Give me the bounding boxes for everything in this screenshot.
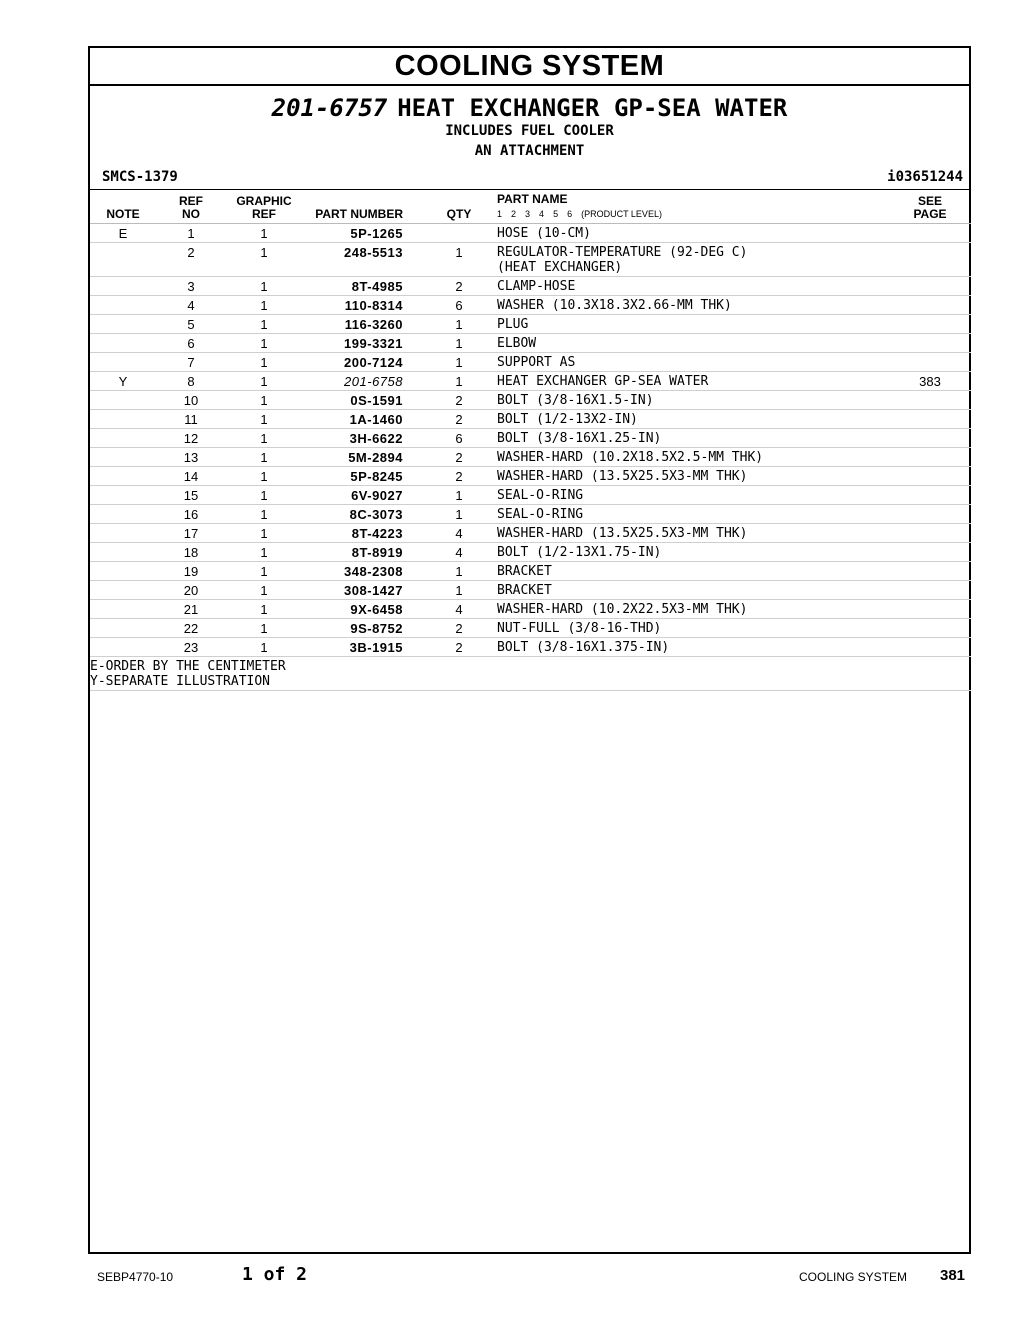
part-name: CLAMP-HOSE	[497, 279, 576, 294]
graphic-ref-cell: 1	[226, 353, 302, 372]
graphic-ref-cell: 1	[226, 505, 302, 524]
see-page-cell	[889, 334, 971, 353]
note-cell	[90, 429, 156, 448]
qty-cell: 4	[429, 524, 489, 543]
see-page-cell	[889, 543, 971, 562]
part-number-cell: 116-3260	[302, 315, 429, 334]
part-name-cell	[489, 467, 889, 486]
see-page-cell: 383	[889, 372, 971, 391]
part-name-cell	[489, 448, 889, 467]
part-name-cell	[489, 581, 889, 600]
graphic-ref-cell: 1	[226, 429, 302, 448]
group-number: 201-6757	[271, 94, 388, 122]
smcs-code: SMCS-1379	[102, 169, 178, 185]
qty-cell: 2	[429, 410, 489, 429]
ref-no-cell: 8	[156, 372, 226, 391]
qty-cell: 6	[429, 429, 489, 448]
ref-no-cell: 10	[156, 391, 226, 410]
part-name: ELBOW	[497, 336, 537, 351]
part-number-cell: 1A-1460	[302, 410, 429, 429]
page-of: 1 of 2	[242, 1264, 308, 1285]
table-row	[90, 296, 971, 315]
ref-no-cell: 7	[156, 353, 226, 372]
part-name-cell	[489, 224, 889, 243]
part-name: PLUG	[497, 317, 529, 332]
part-name: BOLT (3/8-16X1.5-IN)	[497, 393, 654, 408]
see-page-cell	[889, 562, 971, 581]
part-name: WASHER-HARD (13.5X25.5X3-MM THK)	[497, 526, 748, 541]
part-name: BOLT (3/8-16X1.25-IN)	[497, 431, 662, 446]
see-page-cell	[889, 277, 971, 296]
part-name: REGULATOR-TEMPERATURE (92-DEG C)	[497, 245, 748, 260]
see-page-cell	[889, 315, 971, 334]
qty-cell: 1	[429, 486, 489, 505]
graphic-ref-cell: 1	[226, 543, 302, 562]
see-page-cell	[889, 486, 971, 505]
graphic-ref-cell: 1	[226, 410, 302, 429]
part-name: SEAL-O-RING	[497, 507, 584, 522]
see-page-cell	[889, 429, 971, 448]
part-number-cell: 6V-9027	[302, 486, 429, 505]
part-number-cell: 3B-1915	[302, 638, 429, 657]
ref-no-cell: 1	[156, 224, 226, 243]
graphic-ref-cell: 1	[226, 296, 302, 315]
note-cell	[90, 448, 156, 467]
graphic-ref-cell: 1	[226, 467, 302, 486]
part-name: SUPPORT AS	[497, 355, 576, 370]
qty-cell: 4	[429, 600, 489, 619]
table-row	[90, 315, 971, 334]
qty-cell: 1	[429, 243, 489, 277]
part-number-cell: 9S-8752	[302, 619, 429, 638]
note-cell	[90, 524, 156, 543]
part-number-cell: 5M-2894	[302, 448, 429, 467]
see-page-cell	[889, 505, 971, 524]
note-cell	[90, 600, 156, 619]
header-note: NOTE	[90, 190, 156, 224]
part-name: WASHER (10.3X18.3X2.66-MM THK)	[497, 298, 732, 313]
graphic-ref-cell: 1	[226, 224, 302, 243]
table-row	[90, 391, 971, 410]
note-cell	[90, 467, 156, 486]
qty-cell: 1	[429, 372, 489, 391]
part-name: BRACKET	[497, 564, 552, 579]
parts-table	[90, 190, 971, 657]
table-row	[90, 277, 971, 296]
qty-cell	[429, 224, 489, 243]
ref-no-cell: 11	[156, 410, 226, 429]
note-cell	[90, 277, 156, 296]
note-cell	[90, 353, 156, 372]
header-graphic-ref: GRAPHIC REF	[226, 190, 302, 224]
ref-no-cell: 23	[156, 638, 226, 657]
note-cell	[90, 562, 156, 581]
graphic-ref-cell: 1	[226, 524, 302, 543]
part-name-cell	[489, 277, 889, 296]
qty-cell: 1	[429, 562, 489, 581]
part-number-cell: 5P-1265	[302, 224, 429, 243]
part-name-cell	[489, 505, 889, 524]
note-cell	[90, 543, 156, 562]
note-cell	[90, 334, 156, 353]
qty-cell: 4	[429, 543, 489, 562]
table-row	[90, 581, 971, 600]
note-cell: Y	[90, 372, 156, 391]
ref-no-cell: 20	[156, 581, 226, 600]
doc-number: SEBP4770-10	[97, 1270, 174, 1284]
page-footer	[0, 1264, 1020, 1288]
graphic-ref-cell: 1	[226, 448, 302, 467]
part-number-cell: 3H-6622	[302, 429, 429, 448]
graphic-ref-cell: 1	[226, 315, 302, 334]
part-name-cell	[489, 410, 889, 429]
part-name-cell	[489, 619, 889, 638]
qty-cell: 6	[429, 296, 489, 315]
qty-cell: 1	[429, 334, 489, 353]
header-part-number: PART NUMBER	[302, 190, 429, 224]
footnotes	[90, 657, 971, 691]
part-name-cell	[489, 524, 889, 543]
header-part-name: PART NAME 1 2 3 4 5 6 (PRODUCT LEVEL)	[489, 190, 889, 224]
see-page-cell	[889, 243, 971, 277]
see-page-cell	[889, 638, 971, 657]
part-name-cell	[489, 353, 889, 372]
ref-no-cell: 6	[156, 334, 226, 353]
table-row	[90, 224, 971, 243]
illustration-ref: i03651244	[887, 169, 963, 185]
part-number-cell: 308-1427	[302, 581, 429, 600]
graphic-ref-cell: 1	[226, 600, 302, 619]
note-cell	[90, 619, 156, 638]
ref-no-cell: 3	[156, 277, 226, 296]
ref-no-cell: 5	[156, 315, 226, 334]
part-name-cell	[489, 562, 889, 581]
product-levels: 1 2 3 4 5 6 (PRODUCT LEVEL)	[497, 209, 662, 219]
part-name-cell	[489, 243, 889, 277]
see-page-cell	[889, 524, 971, 543]
part-name: WASHER-HARD (10.2X22.5X3-MM THK)	[497, 602, 748, 617]
table-row	[90, 448, 971, 467]
group-name: HEAT EXCHANGER GP-SEA WATER	[397, 94, 788, 122]
part-name-cell	[489, 600, 889, 619]
header-see-page: SEE PAGE	[889, 190, 971, 224]
graphic-ref-cell: 1	[226, 391, 302, 410]
graphic-ref-cell: 1	[226, 372, 302, 391]
table-row	[90, 562, 971, 581]
ref-no-cell: 18	[156, 543, 226, 562]
qty-cell: 1	[429, 505, 489, 524]
see-page-cell	[889, 296, 971, 315]
group-includes: INCLUDES FUEL COOLER	[445, 123, 614, 139]
table-row	[90, 543, 971, 562]
part-name-continued: (HEAT EXCHANGER)	[497, 260, 623, 275]
qty-cell: 2	[429, 467, 489, 486]
qty-cell: 1	[429, 581, 489, 600]
part-name: SEAL-O-RING	[497, 488, 584, 503]
part-number-cell: 9X-6458	[302, 600, 429, 619]
table-row	[90, 505, 971, 524]
notes-table	[90, 657, 971, 691]
part-name: BOLT (3/8-16X1.375-IN)	[497, 640, 670, 655]
identifier-row	[90, 167, 969, 190]
note-cell	[90, 410, 156, 429]
parts-page-frame	[88, 46, 971, 1254]
group-attachment: AN ATTACHMENT	[474, 143, 585, 159]
see-page-cell	[889, 619, 971, 638]
note-cell	[90, 581, 156, 600]
table-row	[90, 243, 971, 277]
qty-cell: 1	[429, 353, 489, 372]
ref-no-cell: 13	[156, 448, 226, 467]
qty-cell: 2	[429, 638, 489, 657]
ref-no-cell: 16	[156, 505, 226, 524]
graphic-ref-cell: 1	[226, 619, 302, 638]
table-row	[90, 486, 971, 505]
part-name: HOSE (10-CM)	[497, 226, 591, 241]
qty-cell: 2	[429, 277, 489, 296]
part-name: WASHER-HARD (13.5X25.5X3-MM THK)	[497, 469, 748, 484]
table-row	[90, 524, 971, 543]
table-row	[90, 334, 971, 353]
see-page-cell	[889, 353, 971, 372]
part-name: BOLT (1/2-13X2-IN)	[497, 412, 638, 427]
part-number-cell: 201-6758	[302, 372, 429, 391]
parts-table-header	[90, 190, 971, 224]
section-title: COOLING SYSTEM	[90, 48, 969, 86]
note-y: Y-SEPARATE ILLUSTRATION	[90, 674, 271, 689]
header-ref-no: REF NO	[156, 190, 226, 224]
qty-cell: 2	[429, 391, 489, 410]
note-cell	[90, 638, 156, 657]
note-cell	[90, 486, 156, 505]
table-row	[90, 410, 971, 429]
qty-cell: 2	[429, 619, 489, 638]
graphic-ref-cell: 1	[226, 334, 302, 353]
note-cell	[90, 315, 156, 334]
part-number-cell: 0S-1591	[302, 391, 429, 410]
part-name: WASHER-HARD (10.2X18.5X2.5-MM THK)	[497, 450, 764, 465]
graphic-ref-cell: 1	[226, 243, 302, 277]
qty-cell: 1	[429, 315, 489, 334]
note-cell	[90, 296, 156, 315]
ref-no-cell: 12	[156, 429, 226, 448]
part-number-cell: 8T-4223	[302, 524, 429, 543]
part-name-cell	[489, 315, 889, 334]
part-name: NUT-FULL (3/8-16-THD)	[497, 621, 662, 636]
ref-no-cell: 4	[156, 296, 226, 315]
ref-no-cell: 19	[156, 562, 226, 581]
note-cell	[90, 391, 156, 410]
table-row	[90, 619, 971, 638]
see-page-cell	[889, 600, 971, 619]
part-name: BOLT (1/2-13X1.75-IN)	[497, 545, 662, 560]
footer-section: COOLING SYSTEM	[799, 1270, 908, 1284]
see-page-cell	[889, 410, 971, 429]
see-page-cell	[889, 581, 971, 600]
part-number-cell: 200-7124	[302, 353, 429, 372]
part-number-cell: 348-2308	[302, 562, 429, 581]
note-e: E-ORDER BY THE CENTIMETER	[90, 659, 286, 674]
graphic-ref-cell: 1	[226, 277, 302, 296]
part-number-cell: 8C-3073	[302, 505, 429, 524]
part-name-cell	[489, 486, 889, 505]
part-number-cell: 199-3321	[302, 334, 429, 353]
part-name-cell	[489, 296, 889, 315]
graphic-ref-cell: 1	[226, 486, 302, 505]
note-row	[90, 657, 971, 691]
group-title	[90, 95, 969, 121]
part-name-cell	[489, 429, 889, 448]
header-qty: QTY	[429, 190, 489, 224]
table-row	[90, 429, 971, 448]
part-number-cell: 248-5513	[302, 243, 429, 277]
table-row	[90, 638, 971, 657]
table-row	[90, 467, 971, 486]
note-cell	[90, 505, 156, 524]
ref-no-cell: 2	[156, 243, 226, 277]
table-row	[90, 372, 971, 391]
page-number: 381	[940, 1267, 966, 1284]
part-number-cell: 5P-8245	[302, 467, 429, 486]
see-page-cell	[889, 467, 971, 486]
table-row	[90, 600, 971, 619]
part-number-cell: 8T-8919	[302, 543, 429, 562]
part-name-cell	[489, 638, 889, 657]
graphic-ref-cell: 1	[226, 638, 302, 657]
part-number-cell: 8T-4985	[302, 277, 429, 296]
ref-no-cell: 21	[156, 600, 226, 619]
ref-no-cell: 15	[156, 486, 226, 505]
qty-cell: 2	[429, 448, 489, 467]
ref-no-cell: 14	[156, 467, 226, 486]
part-name-cell	[489, 391, 889, 410]
see-page-cell	[889, 448, 971, 467]
see-page-cell	[889, 224, 971, 243]
ref-no-cell: 22	[156, 619, 226, 638]
part-name-cell	[489, 334, 889, 353]
table-row	[90, 353, 971, 372]
part-name: BRACKET	[497, 583, 552, 598]
graphic-ref-cell: 1	[226, 581, 302, 600]
parts-table-body	[90, 224, 971, 657]
part-name-cell	[489, 543, 889, 562]
part-name-cell	[489, 372, 889, 391]
ref-no-cell: 17	[156, 524, 226, 543]
note-cell: E	[90, 224, 156, 243]
part-number-cell: 110-8314	[302, 296, 429, 315]
graphic-ref-cell: 1	[226, 562, 302, 581]
see-page-cell	[889, 391, 971, 410]
note-cell	[90, 243, 156, 277]
part-name: HEAT EXCHANGER GP-SEA WATER	[497, 374, 709, 389]
